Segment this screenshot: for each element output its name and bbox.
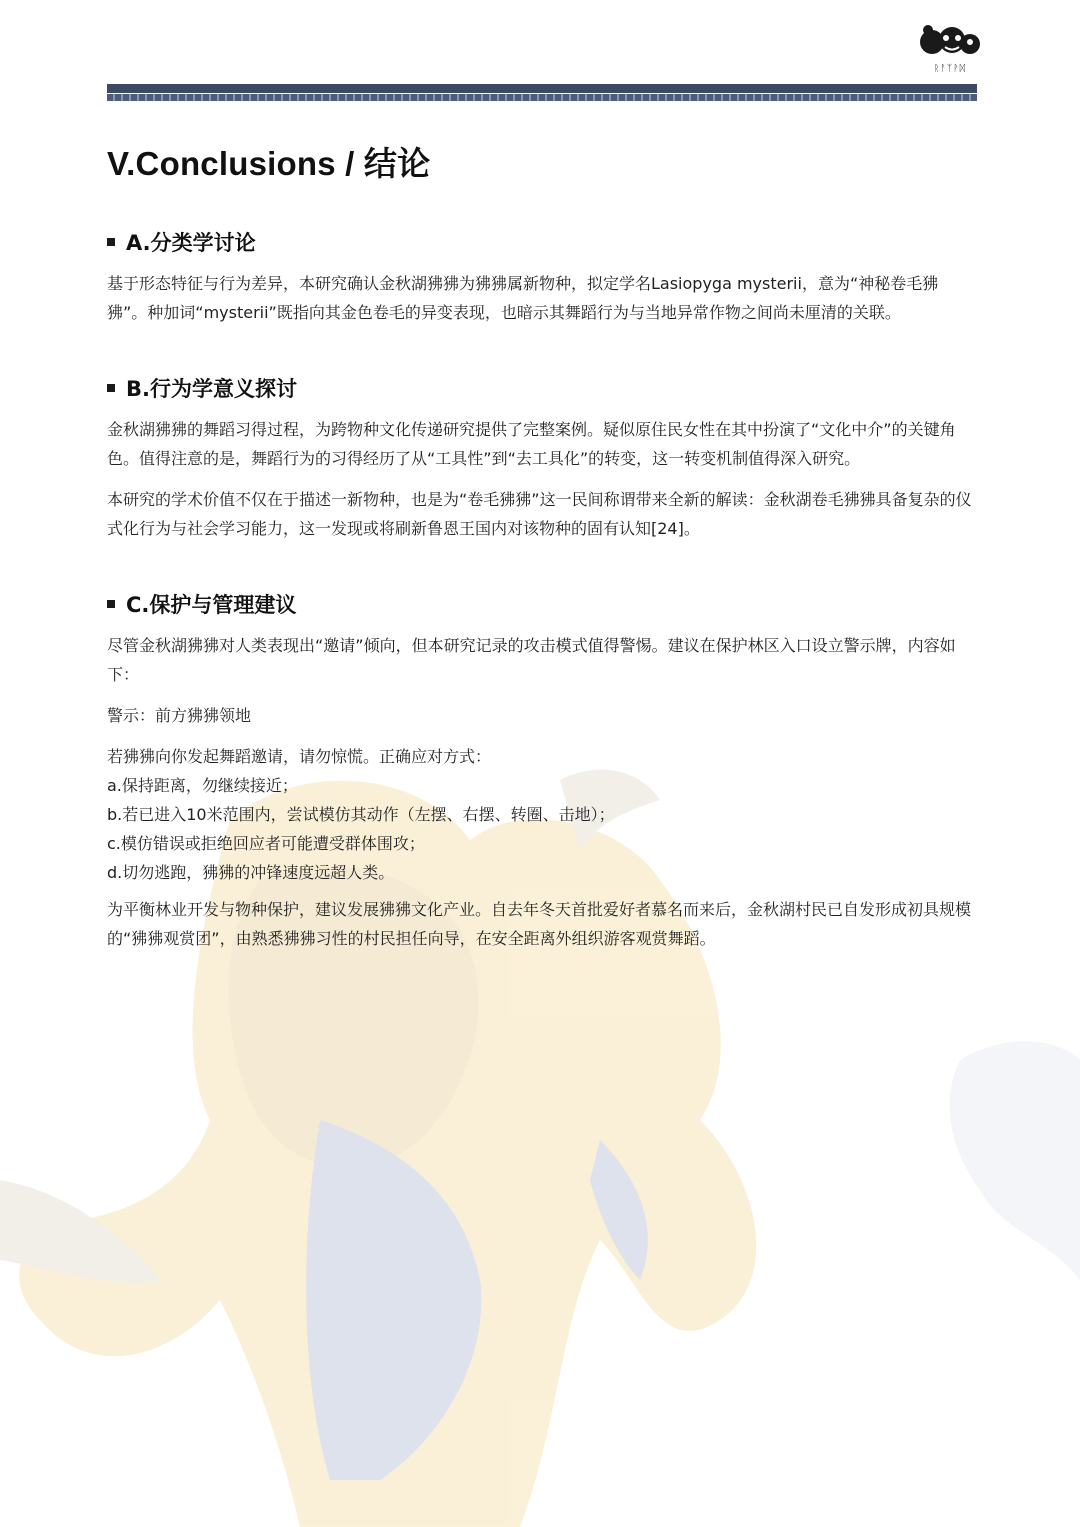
section-conservation <box>107 589 977 953</box>
warning-sign-lead: 若狒狒向你发起舞蹈邀请，请勿惊慌。正确应对方式： <box>107 747 492 766</box>
section-heading <box>107 227 977 257</box>
header-band <box>107 84 977 101</box>
paragraph: 本研究的学术价值不仅在于描述一新物种，也是为“卷毛狒狒”这一民间称谓带来全新的解读：金秋湖卷毛狒狒具备复杂的仪式化行为与社会学习能力，这一发现或将刷新鲁恩王国内对该物种的固有认知[24]。 <box>107 490 972 538</box>
section-heading <box>107 373 977 403</box>
paragraph: 基于形态特征与行为差异，本研究确认金秋湖狒狒为狒狒属新物种，拟定学名Lasiopyga mysterii，意为“神秘卷毛狒狒”。种加词“mysterii”既指向其金色卷毛的异变表现，也暗示其舞蹈行为与当地异常作物之间尚未厘清的关联。 <box>107 274 939 322</box>
section-heading <box>107 589 977 619</box>
paragraph: 金秋湖狒狒的舞蹈习得过程，为跨物种文化传递研究提供了完整案例。疑似原住民女性在其中扮演了“文化中介”的关键角色。值得注意的是，舞蹈行为的习得经历了从“工具性”到“去工具化”的转变，这一转变机制值得深入研究。 <box>107 420 956 468</box>
warning-sign-title: 警示：前方狒狒领地 <box>107 706 252 725</box>
warning-item: b.若已进入10米范围内，尝试模仿其动作（左摆、右摆、转圈、击地）； <box>107 805 615 824</box>
square-bullet-icon <box>107 384 115 392</box>
section-behavior <box>107 373 977 543</box>
section-heading-text: B.行为学意义探讨 <box>126 377 297 401</box>
section-taxonomy <box>107 227 977 327</box>
warning-item: a.保持距离，勿继续接近； <box>107 776 298 795</box>
section-heading-text: C.保护与管理建议 <box>126 593 297 617</box>
section-heading-text: A.分类学讨论 <box>126 231 256 255</box>
warning-item: d.切勿逃跑，狒狒的冲锋速度远超人类。 <box>107 863 395 882</box>
page-title: V.Conclusions / 结论 <box>107 145 431 182</box>
header-band-solid <box>107 84 977 93</box>
square-bullet-icon <box>107 600 115 608</box>
document-body <box>107 138 977 965</box>
paragraph: 为平衡林业开发与物种保护，建议发展狒狒文化产业。自去年冬天首批爱好者慕名而来后，金秋湖村民已自发形成初具规模的“狒狒观赏团”，由熟悉狒狒习性的村民担任向导，在安全距离外组织游客观赏舞蹈。 <box>107 900 972 948</box>
mascot-logo-icon <box>918 20 982 64</box>
warning-item: c.模仿错误或拒绝回应者可能遭受群体围攻； <box>107 834 425 853</box>
logo-caption: ᚱᚨᛉᚹᛞ <box>933 64 966 74</box>
mascot-logo <box>918 20 982 82</box>
header-band-stripes <box>107 94 977 101</box>
square-bullet-icon <box>107 238 115 246</box>
paragraph: 尽管金秋湖狒狒对人类表现出“邀请”倾向，但本研究记录的攻击模式值得警惕。建议在保护林区入口设立警示牌，内容如下： <box>107 636 956 684</box>
